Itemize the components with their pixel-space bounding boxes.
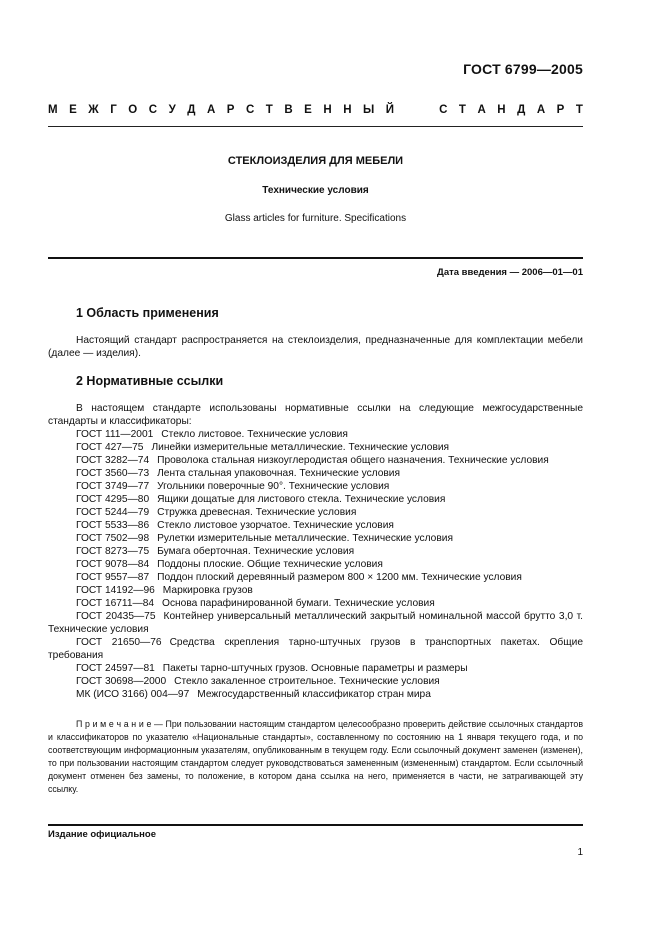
interstate-standard-banner [48, 104, 583, 116]
banner-letter: Т [575, 104, 583, 116]
reference-code: ГОСТ 30698—2000 [76, 676, 167, 687]
normative-references-list [48, 428, 583, 701]
reference-code: ГОСТ 5244—79 [76, 507, 150, 518]
banner-letter: Е [69, 104, 77, 116]
reference-item [48, 428, 583, 441]
reference-title: Бумага оберточная. Технические условия [157, 546, 355, 557]
reference-title: Стекло закаленное строительное. Технические условия [174, 676, 440, 687]
reference-title: Контейнер универсальный металлический закрытый номинальной массой брутто 3,0 т. Технические условия [48, 611, 583, 635]
banner-letter: Й [385, 104, 395, 116]
page-number: 1 [577, 847, 583, 858]
banner-letter: Н [497, 104, 506, 116]
reference-code: ГОСТ 8273—75 [76, 546, 150, 557]
banner-letter: С [245, 104, 255, 116]
reference-item [48, 675, 583, 688]
reference-item [48, 597, 583, 610]
banner-letter: Е [304, 104, 312, 116]
banner-letter: Р [226, 104, 235, 116]
banner-letter: С [439, 104, 448, 116]
reference-code: ГОСТ 5533—86 [76, 520, 150, 531]
reference-item [48, 532, 583, 545]
reference-code: ГОСТ 3749—77 [76, 481, 150, 492]
reference-title: Пакеты тарно-штучных грузов. Основные параметры и размеры [162, 663, 468, 674]
reference-item [48, 584, 583, 597]
reference-title: Линейки измерительные металлические. Технические условия [151, 442, 450, 453]
section-2-note: П р и м е ч а н и е — При пользовании настоящим стандартом целесообразно проверить действие ссылочных стандартов и классификаторов по указателю «Национальные стандарты», составленному по состоянию на 1 января текущего года, и по соответствующим информационным указателям, опубликованным в текущем году. Если ссылочный документ заменен (изменен), то при пользовании настоящим стандартом следует руководствоваться замененным (измененным) стандартом. Если ссылочный документ отменен без замены, то положение, в котором дана ссылка на него, применяется в части, не затрагивающей эту ссылку. [48, 719, 583, 794]
reference-title: Проволока стальная низкоуглеродистая общего назначения. Технические условия [157, 455, 549, 466]
reference-code: ГОСТ 16711—84 [76, 598, 155, 609]
introduction-date: Дата введения — 2006—01—01 [437, 267, 583, 278]
reference-title: Лента стальная упаковочная. Технические условия [157, 468, 401, 479]
reference-item [48, 558, 583, 571]
title-divider [48, 257, 583, 259]
document-title-english: Glass articles for furniture. Specifications [224, 213, 407, 224]
reference-item [48, 688, 583, 701]
section-1-text: Настоящий стандарт распространяется на стеклоизделия, предназначенные для комплектации мебели (далее — изделия). [48, 335, 583, 359]
official-edition-label: Издание официальное [48, 829, 156, 840]
reference-title: Рулетки измерительные металлические. Технические условия [157, 533, 453, 544]
banner-letter: А [477, 104, 486, 116]
reference-item [48, 662, 583, 675]
reference-code: ГОСТ 20435—75 [76, 611, 156, 622]
reference-item [48, 545, 583, 558]
reference-code: ГОСТ 9078—84 [76, 559, 150, 570]
section-2-intro: В настоящем стандарте использованы нормативные ссылки на следующие межгосударственные стандарты и классификаторы: [48, 403, 583, 427]
banner-letter: С [148, 104, 158, 116]
banner-letter: Г [110, 104, 117, 116]
banner-letter: А [206, 104, 216, 116]
reference-item [48, 480, 583, 493]
reference-title: Средства скрепления тарно-штучных грузов в транспортных пакетах. Общие требования [48, 637, 583, 661]
document-code: ГОСТ 6799—2005 [463, 61, 583, 77]
banner-letter: А [536, 104, 546, 116]
document-title: СТЕКЛОИЗДЕЛИЯ ДЛЯ МЕБЕЛИ [227, 155, 404, 167]
reference-item [48, 493, 583, 506]
reference-title: Поддоны плоские. Общие технические условия [157, 559, 383, 570]
banner-letter: Н [343, 104, 352, 116]
banner-letter: Ы [363, 104, 375, 116]
reference-title: Маркировка грузов [162, 585, 253, 596]
reference-item [48, 454, 583, 467]
reference-title: Основа парафинированной бумаги. Технические условия [162, 598, 435, 609]
banner-letter: Ж [88, 104, 99, 116]
reference-title: Межгосударственный классификатор стран мира [197, 689, 431, 700]
section-1-heading: 1 Область применения [76, 306, 219, 320]
reference-code: ГОСТ 4295—80 [76, 494, 150, 505]
banner-letter: М [48, 104, 58, 116]
banner-letter: В [284, 104, 293, 116]
footer-divider [48, 824, 583, 826]
reference-code: МК (ИСО 3166) 004—97 [76, 689, 190, 700]
reference-title: Ящики дощатые для листового стекла. Технические условия [157, 494, 446, 505]
banner-letter: О [128, 104, 138, 116]
document-subtitle: Технические условия [262, 185, 369, 196]
reference-code: ГОСТ 7502—98 [76, 533, 150, 544]
reference-title: Стекло листовое. Технические условия [161, 429, 348, 440]
reference-item [48, 506, 583, 519]
banner-letter: Р [556, 104, 565, 116]
banner-letter: Т [458, 104, 466, 116]
reference-item [48, 571, 583, 584]
reference-code: ГОСТ 3560—73 [76, 468, 150, 479]
reference-title: Поддон плоский деревянный размером 800 × 1200 мм. Технические условия [157, 572, 522, 583]
reference-code: ГОСТ 9557—87 [76, 572, 150, 583]
reference-title: Стекло листовое узорчатое. Технические условия [157, 520, 394, 531]
reference-item [48, 519, 583, 532]
reference-item [48, 441, 583, 454]
reference-title: Стружка древесная. Технические условия [157, 507, 357, 518]
reference-code: ГОСТ 427—75 [76, 442, 144, 453]
reference-item [48, 610, 583, 636]
reference-code: ГОСТ 111—2001 [76, 429, 154, 440]
banner-letter: Т [265, 104, 273, 116]
banner-letter: У [168, 104, 176, 116]
reference-item [48, 467, 583, 480]
section-2-heading: 2 Нормативные ссылки [76, 374, 224, 388]
banner-gap [406, 104, 428, 116]
reference-code: ГОСТ 14192—96 [76, 585, 155, 596]
banner-letter: Д [517, 104, 526, 116]
reference-item [48, 636, 583, 662]
banner-letter: Н [323, 104, 332, 116]
reference-code: ГОСТ 3282—74 [76, 455, 150, 466]
reference-title: Угольники поверочные 90°. Технические условия [157, 481, 390, 492]
reference-code: ГОСТ 24597—81 [76, 663, 155, 674]
header-divider [48, 126, 583, 127]
reference-code: ГОСТ 21650—76 [76, 637, 162, 648]
banner-letter: Д [187, 104, 196, 116]
